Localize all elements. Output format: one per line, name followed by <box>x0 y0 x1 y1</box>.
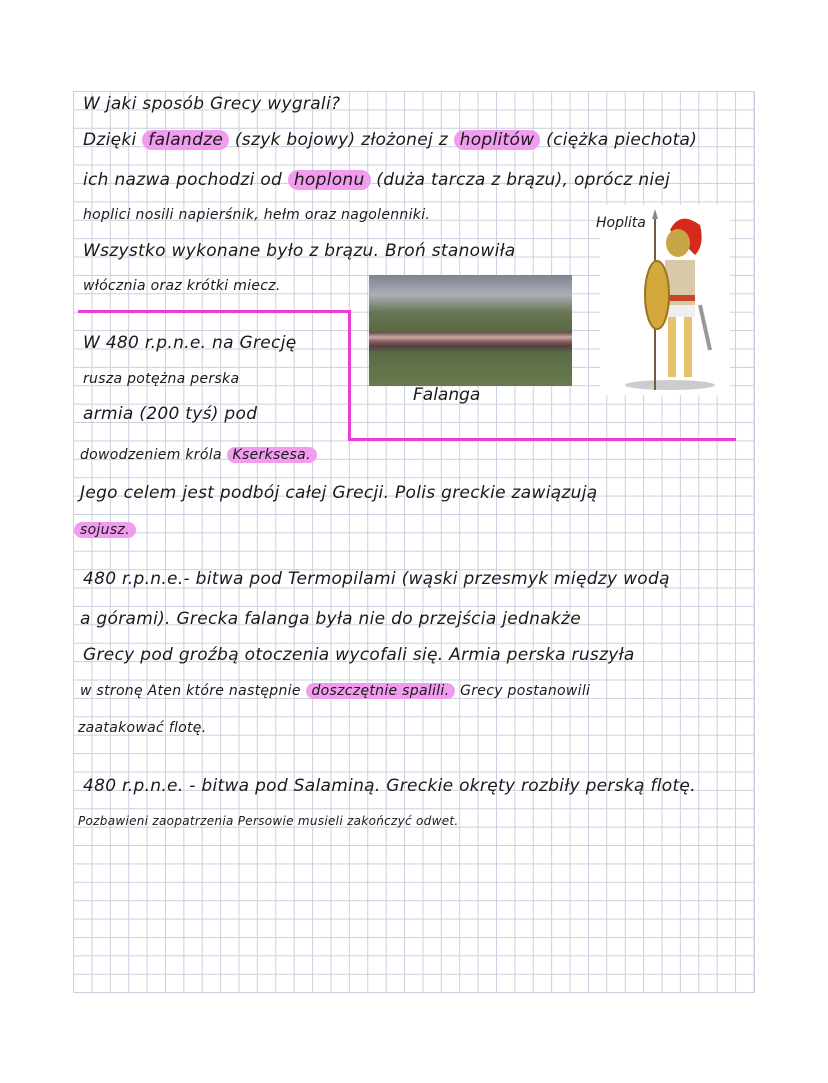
text-line: Jego celem jest podbój całej Grecji. Polis greckie zawiązują <box>80 483 598 503</box>
text-segment: ich nazwa pochodzi od <box>83 170 288 190</box>
text-line: Pozbawieni zaopatrzenia Persowie musieli zakończyć odwet. <box>78 814 459 828</box>
highlighted-term: falandze <box>142 130 229 150</box>
divider-line <box>348 310 351 441</box>
text-line <box>74 522 136 538</box>
phalanx-caption: Falanga <box>413 385 481 405</box>
text-line: W 480 r.p.n.e. na Grecję <box>83 333 297 353</box>
text-line: armia (200 tyś) pod <box>83 404 258 424</box>
text-line: 480 r.p.n.e.- bitwa pod Termopilami (wąski przesmyk między wodą <box>83 569 670 589</box>
hoplite-image <box>600 205 730 395</box>
highlighted-term: hoplonu <box>288 170 371 190</box>
divider-line <box>348 438 736 441</box>
hoplite-illustration <box>600 205 730 395</box>
text-segment: (szyk bojowy) złożonej z <box>229 130 454 150</box>
text-line <box>80 447 317 463</box>
text-segment: Grecy postanowili <box>455 683 591 699</box>
hoplite-caption: Hoplita <box>596 215 646 231</box>
text-line: włócznia oraz krótki miecz. <box>83 278 281 294</box>
text-line <box>80 683 590 699</box>
text-line: 480 r.p.n.e. - bitwa pod Salaminą. Greckie okręty rozbiły perską flotę. <box>83 776 696 796</box>
text-line: a górami). Grecka falanga była nie do przejścia jednakże <box>80 609 582 629</box>
highlighted-term: hoplitów <box>454 130 541 150</box>
text-line: hoplici nosili napierśnik, hełm oraz nagolenniki. <box>83 207 431 223</box>
text-line: Grecy pod groźbą otoczenia wycofali się. Armia perska ruszyła <box>83 645 635 665</box>
text-line <box>83 170 670 190</box>
text-segment: Dzięki <box>83 130 143 150</box>
text-line: Wszystko wykonane było z brązu. Broń stanowiła <box>83 241 516 261</box>
text-line <box>83 130 697 150</box>
text-segment: (duża tarcza z brązu), oprócz niej <box>370 170 671 190</box>
heading-question: W jaki sposób Grecy wygrali? <box>83 94 341 114</box>
text-segment: dowodzeniem króla <box>80 447 227 463</box>
divider-line <box>78 310 351 313</box>
highlighted-term: Kserksesa. <box>227 447 317 463</box>
highlighted-term: doszczętnie spalili. <box>306 683 456 699</box>
text-line: zaatakować flotę. <box>78 720 207 736</box>
text-segment: w stronę Aten które następnie <box>80 683 306 699</box>
phalanx-image <box>369 275 572 386</box>
highlighted-term: sojusz. <box>74 522 136 538</box>
text-line: rusza potężna perska <box>83 371 240 387</box>
text-segment: (ciężka piechota) <box>540 130 698 150</box>
